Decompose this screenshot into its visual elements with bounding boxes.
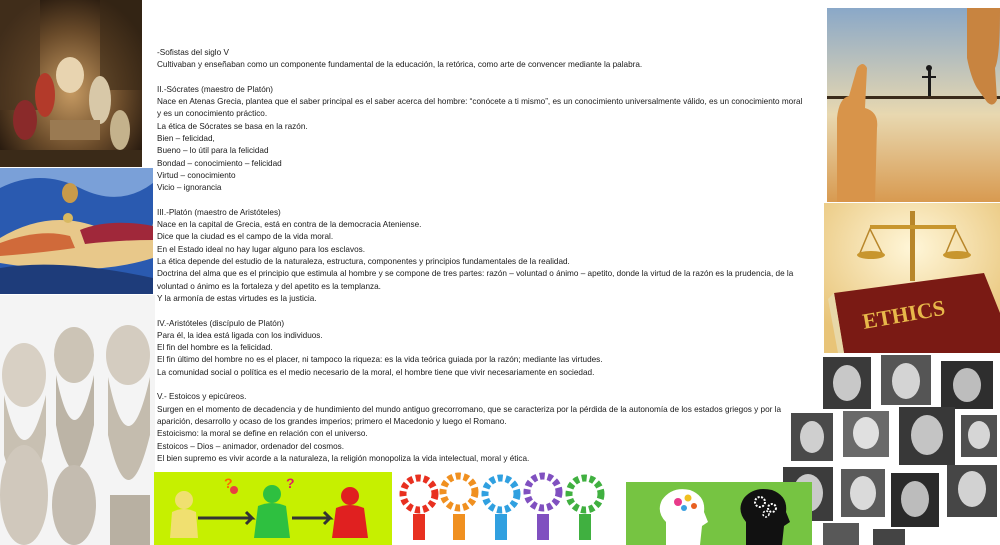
text-line: Estoicismo: la moral se define en relación con el universo. — [157, 429, 368, 439]
section-socrates — [157, 84, 807, 195]
people-carrying-gears — [393, 472, 625, 545]
text-line: La ética depende del estudio de la naturaleza, estructura, componentes y principios fundamentales de la realidad. — [157, 257, 570, 267]
text-line: Doctrina del alma que es el principio que estimula al hombre y se compone de tres partes: razón – voluntad o ánimo – apetito, donde la virtud de la razón es la prudencia, de la voluntad o ánimo es la fortaleza y del apetito es la templanza. — [157, 269, 794, 291]
section-aristoteles — [157, 318, 807, 379]
text-line: Y la armonía de estas virtudes es la justicia. — [157, 293, 317, 303]
text-line: Bien – felicidad, — [157, 134, 215, 144]
philosopher-portrait-collage — [783, 355, 1000, 545]
ethics-book-scales — [824, 203, 1000, 353]
text-line: Nace en Atenas Grecia, plantea que el saber principal es el saber acerca del hombre: “conócete a ti mismo”, es un conocimiento universalmente válido, es un conocimiento moral y es un conocimiento práctico. — [157, 97, 803, 119]
heading-aristoteles: IV.-Aristóteles (discípulo de Platón) — [157, 318, 285, 328]
thumbs-up-down-balance — [827, 8, 1000, 202]
section-platon — [157, 207, 807, 305]
svg-text:?: ? — [224, 475, 233, 491]
text-line: Bueno – lo útil para la felicidad — [157, 146, 269, 156]
text-line: La comunidad social o política es el medio necesario de la moral, el hombre tiene que vivir necesariamente en sociedad. — [157, 367, 595, 377]
text-line: Bondad – conocimiento – felicidad — [157, 158, 282, 168]
text-line: El fin del hombre es la felicidad. — [157, 343, 273, 353]
svg-text:?: ? — [286, 475, 295, 491]
text-line: El bien supremo es vivir acorde a la naturaleza, la religión monopoliza la vida intelectual, moral y ética. — [157, 453, 530, 463]
section-sofistas — [157, 47, 807, 72]
figures-with-arrows — [154, 472, 392, 545]
text-line: La ética de Sócrates se basa en la razón. — [157, 121, 308, 131]
death-of-socrates-painting — [0, 0, 142, 167]
heading-socrates: II.-Sócrates (maestro de Platón) — [157, 84, 274, 94]
text-line: Dice que la ciudad es el campo de la vida moral. — [157, 232, 334, 242]
heading-sofistas: -Sofistas del siglo V — [157, 48, 229, 57]
ethics-history-text — [157, 47, 807, 465]
hands-reaching-mosaic — [0, 168, 153, 294]
text-line: Virtud – conocimiento — [157, 170, 236, 180]
text-line: En el Estado ideal no hay lugar alguno para los esclavos. — [157, 244, 366, 254]
text-line: Cultivaban y enseñaban como un componente fundamental de la educación, la retórica, como arte de convencer mediante la palabra. — [157, 60, 643, 70]
text-line: El fin último del hombre no es el placer, ni tampoco la riqueza: es la vida teórica guiada por la razón; mediante las virtudes. — [157, 355, 603, 365]
ethics-book-label: ETHICS — [860, 294, 947, 334]
text-line: Nace en la capital de Grecia, está en contra de la democracia Ateniense. — [157, 220, 422, 230]
section-estoicos — [157, 391, 807, 465]
heading-estoicos: V.- Estoicos y epicúreos. — [157, 392, 247, 402]
heads-with-gears — [626, 482, 812, 545]
text-line: Vicio – ignorancia — [157, 183, 222, 193]
philosopher-busts — [0, 295, 155, 545]
text-line: Para él, la idea está ligada con los individuos. — [157, 330, 323, 340]
text-line: Surgen en el momento de decadencia y de hundimiento del mundo antiguo grecorromano, que se caracteriza por la pérdida de la autonomía de los estados griegos y por la aparición, desarrollo y ocaso de los grandes imperios; primero el Macedonio y luego el Romano. — [157, 404, 782, 426]
text-line: Estoicos – Dios – animador, ordenador del cosmos. — [157, 441, 345, 451]
heading-platon: III.-Platón (maestro de Aristóteles) — [157, 207, 281, 217]
